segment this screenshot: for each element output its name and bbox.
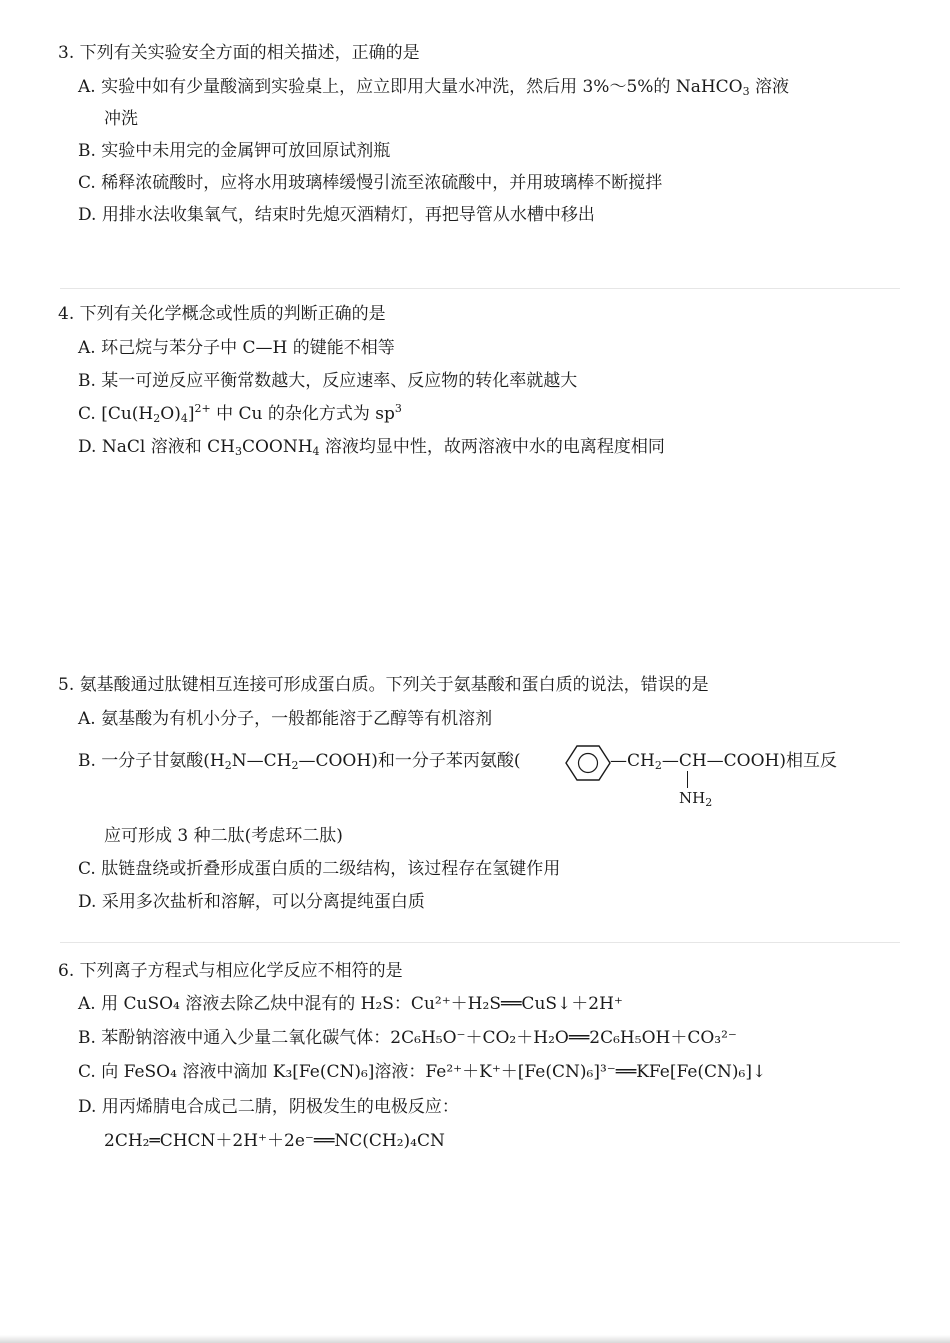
question-5-stem: 5. 氨基酸通过肽键相互连接可形成蛋白质。下列关于氨基酸和蛋白质的说法，错误的是 xyxy=(58,675,709,695)
phenylalanine-chain: $—CH_2—CH—COOH$)相互反 xyxy=(610,751,838,772)
scan-artifact-line xyxy=(60,288,900,289)
question-6-stem: 6. 下列离子方程式与相应化学反应不相符的是 xyxy=(58,961,403,981)
question-3-option-a-cont: 冲洗 xyxy=(104,109,138,129)
question-4-option-a: A. 环己烷与苯分子中 C—H 的键能不相等 xyxy=(78,338,395,358)
scan-bottom-edge xyxy=(0,1335,950,1343)
question-6-option-d: D. 用丙烯腈电合成己二腈，阴极发生的电极反应： xyxy=(78,1097,459,1117)
question-4-option-b: B. 某一可逆反应平衡常数越大，反应速率、反应物的转化率就越大 xyxy=(78,371,578,391)
question-5-option-b-cont: 应可形成 3 种二肽(考虑环二肽) xyxy=(104,826,343,846)
scan-artifact-line xyxy=(60,942,900,943)
question-5-option-c: C. 肽链盘绕或折叠形成蛋白质的二级结构，该过程存在氢键作用 xyxy=(78,859,561,879)
question-4-option-d: D. NaCl 溶液和 $CH_3COONH_4$ 溶液均显中性，故两溶液中水的电离程度相同 xyxy=(78,437,665,458)
question-6-option-b: B. 苯酚钠溶液中通入少量二氧化碳气体：2C₆H₅O⁻＋CO₂＋H₂O══2C₆H₅OH＋CO₃²⁻ xyxy=(78,1028,737,1048)
question-4-stem: 4. 下列有关化学概念或性质的判断正确的是 xyxy=(58,304,386,324)
question-3-option-c: C. 稀释浓硫酸时，应将水用玻璃棒缓慢引流至浓硫酸中，并用玻璃棒不断搅拌 xyxy=(78,173,663,193)
question-5-option-d: D. 采用多次盐析和溶解，可以分离提纯蛋白质 xyxy=(78,892,425,912)
question-4-option-c: C. $[Cu(H_2O)_4]^{2+}$ 中 Cu 的杂化方式为 $sp^3$ xyxy=(78,402,402,425)
benzene-ring-icon xyxy=(565,744,611,782)
question-6-option-c: C. 向 FeSO₄ 溶液中滴加 K₃[Fe(CN)₆]溶液：Fe²⁺＋K⁺＋[Fe(CN)₆]³⁻══KFe[Fe(CN)₆]↓ xyxy=(78,1062,767,1082)
question-6-option-d-equation: 2CH₂═CHCN＋2H⁺＋2e⁻══NC(CH₂)₄CN xyxy=(104,1131,445,1151)
question-3-option-a: A. 实验中如有少量酸滴到实验桌上，应立即用大量水冲洗，然后用 3%～5%的 NaHCO$_3$ 溶液 xyxy=(78,77,790,98)
question-3-stem: 3. 下列有关实验安全方面的相关描述，正确的是 xyxy=(58,43,420,63)
amino-bond xyxy=(687,771,688,788)
question-5-option-b: B. 一分子甘氨酸$(H_2N—CH_2—COOH)$和一分子苯丙氨酸( xyxy=(78,751,521,772)
question-3-option-d: D. 用排水法收集氧气，结束时先熄灭酒精灯，再把导管从水槽中移出 xyxy=(78,205,595,225)
question-5-option-a: A. 氨基酸为有机小分子，一般都能溶于乙醇等有机溶剂 xyxy=(78,709,493,729)
amino-group: $NH_2$ xyxy=(679,789,713,809)
question-3-option-b: B. 实验中未用完的金属钾可放回原试剂瓶 xyxy=(78,141,391,161)
question-6-option-a: A. 用 CuSO₄ 溶液去除乙炔中混有的 H₂S：Cu²⁺＋H₂S══CuS↓＋2H⁺ xyxy=(78,994,623,1014)
